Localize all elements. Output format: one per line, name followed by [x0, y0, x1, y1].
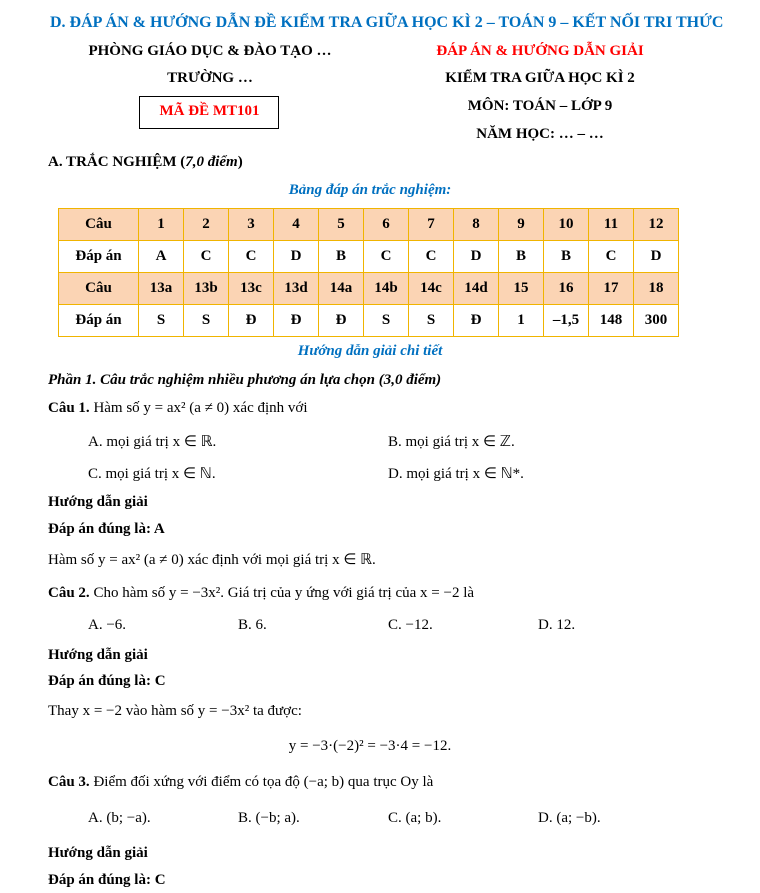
table-cell: S	[409, 305, 454, 337]
table-cell: C	[364, 241, 409, 273]
header-year: NĂM HỌC: … – …	[476, 126, 604, 142]
table-cell: 13c	[229, 273, 274, 305]
answer-table	[58, 208, 679, 337]
q1-stem	[48, 400, 308, 417]
table-cell: S	[184, 305, 229, 337]
table-cell: 7	[409, 209, 454, 241]
q3-option-a: A. (b; −a).	[88, 810, 151, 826]
table-cell: 6	[364, 209, 409, 241]
q2-guide: Hướng dẫn giải	[48, 647, 148, 663]
table-cell: Câu	[59, 273, 139, 305]
table-cell: 4	[274, 209, 319, 241]
table-cell: D	[274, 241, 319, 273]
header-department: PHÒNG GIÁO DỤC & ĐÀO TẠO …	[88, 43, 332, 59]
table-cell: Câu	[59, 209, 139, 241]
table-cell: 9	[499, 209, 544, 241]
q1-guide: Hướng dẫn giải	[48, 494, 148, 510]
table-cell: B	[544, 241, 589, 273]
table-cell: 300	[634, 305, 679, 337]
section-a-close: )	[237, 154, 243, 170]
table-cell: C	[184, 241, 229, 273]
table-cell: C	[589, 241, 634, 273]
q1-answer: Đáp án đúng là: A	[48, 521, 165, 537]
q2-answer: Đáp án đúng là: C	[48, 673, 166, 689]
q1-explanation: Hàm số y = ax² (a ≠ 0) xác định với mọi giá trị x ∈ ℝ.	[48, 552, 376, 568]
q1-option-d: D. mọi giá trị x ∈ ℕ*.	[388, 466, 524, 482]
table-cell: Đ	[229, 305, 274, 337]
table-cell: 1	[139, 209, 184, 241]
table-cell: 5	[319, 209, 364, 241]
q3-guide: Hướng dẫn giải	[48, 845, 148, 861]
q2-stem	[48, 585, 474, 602]
q2-label: Câu 2.	[48, 585, 90, 601]
table-cell: 16	[544, 273, 589, 305]
table-cell: Đáp án	[59, 241, 139, 273]
table-cell: B	[319, 241, 364, 273]
document-title: D. ĐÁP ÁN & HƯỚNG DẪN ĐỀ KIỂM TRA GIỮA HỌC KÌ 2 – TOÁN 9 – KẾT NỐI TRI THỨC	[50, 14, 724, 31]
table-cell: 17	[589, 273, 634, 305]
header-answer-title: ĐÁP ÁN & HƯỚNG DẪN GIẢI	[436, 43, 644, 59]
q3-stem	[48, 774, 433, 791]
table-cell: 14a	[319, 273, 364, 305]
header-school: TRƯỜNG …	[167, 70, 253, 86]
table-cell: 14d	[454, 273, 499, 305]
q1-option-a: A. mọi giá trị x ∈ ℝ.	[88, 434, 217, 450]
q3-option-d: D. (a; −b).	[538, 810, 601, 826]
table-cell: 10	[544, 209, 589, 241]
table-cell: S	[139, 305, 184, 337]
q3-answer: Đáp án đúng là: C	[48, 872, 166, 888]
table-cell: 14b	[364, 273, 409, 305]
q1-label: Câu 1.	[48, 400, 90, 416]
table-row	[59, 305, 679, 337]
table-cell: Đ	[274, 305, 319, 337]
table-row	[59, 209, 679, 241]
table-row	[59, 241, 679, 273]
q3-option-c: C. (a; b).	[388, 810, 442, 826]
q2-option-d: D. 12.	[538, 617, 576, 633]
q1-option-b: B. mọi giá trị x ∈ ℤ.	[388, 434, 515, 450]
table-cell: D	[634, 241, 679, 273]
table-cell: 15	[499, 273, 544, 305]
table-cell: 8	[454, 209, 499, 241]
table-cell: C	[229, 241, 274, 273]
q2-option-a: A. −6.	[88, 617, 127, 633]
table-cell: C	[409, 241, 454, 273]
q1-text: Hàm số y = ax² (a ≠ 0) xác định với	[93, 400, 308, 416]
q2-text: Cho hàm số y = −3x². Giá trị của y ứng với giá trị của x = −2 là	[93, 585, 475, 601]
header-subject: MÔN: TOÁN – LỚP 9	[467, 98, 613, 114]
table-cell: A	[139, 241, 184, 273]
table-cell: S	[364, 305, 409, 337]
exam-code: MÃ ĐỀ MT101	[159, 103, 260, 119]
q3-label: Câu 3.	[48, 774, 90, 790]
table-cell: 2	[184, 209, 229, 241]
q3-text: Điểm đối xứng với điểm có tọa độ (−a; b) qua trục Oy là	[93, 774, 434, 790]
table-cell: Đ	[454, 305, 499, 337]
table-cell: 14c	[409, 273, 454, 305]
table-cell: B	[499, 241, 544, 273]
table-cell: D	[454, 241, 499, 273]
table-cell: Đáp án	[59, 305, 139, 337]
q2-option-b: B. 6.	[238, 617, 267, 633]
table-cell: 11	[589, 209, 634, 241]
q2-formula: y = −3·(−2)² = −3·4 = −12.	[288, 738, 452, 754]
section-a-heading	[48, 154, 243, 171]
header-exam-name: KIỂM TRA GIỮA HỌC KÌ 2	[445, 70, 635, 86]
q1-option-c: C. mọi giá trị x ∈ ℕ.	[88, 466, 216, 482]
table-cell: 13a	[139, 273, 184, 305]
q3-option-b: B. (−b; a).	[238, 810, 300, 826]
section-a-label: A. TRẮC NGHIỆM (	[48, 154, 186, 170]
q2-option-c: C. −12.	[388, 617, 433, 633]
table-cell: 3	[229, 209, 274, 241]
table-cell: 13d	[274, 273, 319, 305]
table-cell: 148	[589, 305, 634, 337]
q2-explanation: Thay x = −2 vào hàm số y = −3x² ta được:	[48, 703, 302, 719]
table-title: Bảng đáp án trắc nghiệm:	[288, 182, 452, 198]
section-a-points: 7,0 điểm	[185, 154, 238, 170]
table-cell: 18	[634, 273, 679, 305]
detail-title: Hướng dẫn giải chi tiết	[297, 343, 443, 359]
part1-heading: Phần 1. Câu trắc nghiệm nhiều phương án lựa chọn (3,0 điểm)	[48, 372, 442, 388]
table-cell: 12	[634, 209, 679, 241]
table-cell: –1,5	[544, 305, 589, 337]
table-cell: Đ	[319, 305, 364, 337]
table-row	[59, 273, 679, 305]
table-cell: 1	[499, 305, 544, 337]
table-cell: 13b	[184, 273, 229, 305]
